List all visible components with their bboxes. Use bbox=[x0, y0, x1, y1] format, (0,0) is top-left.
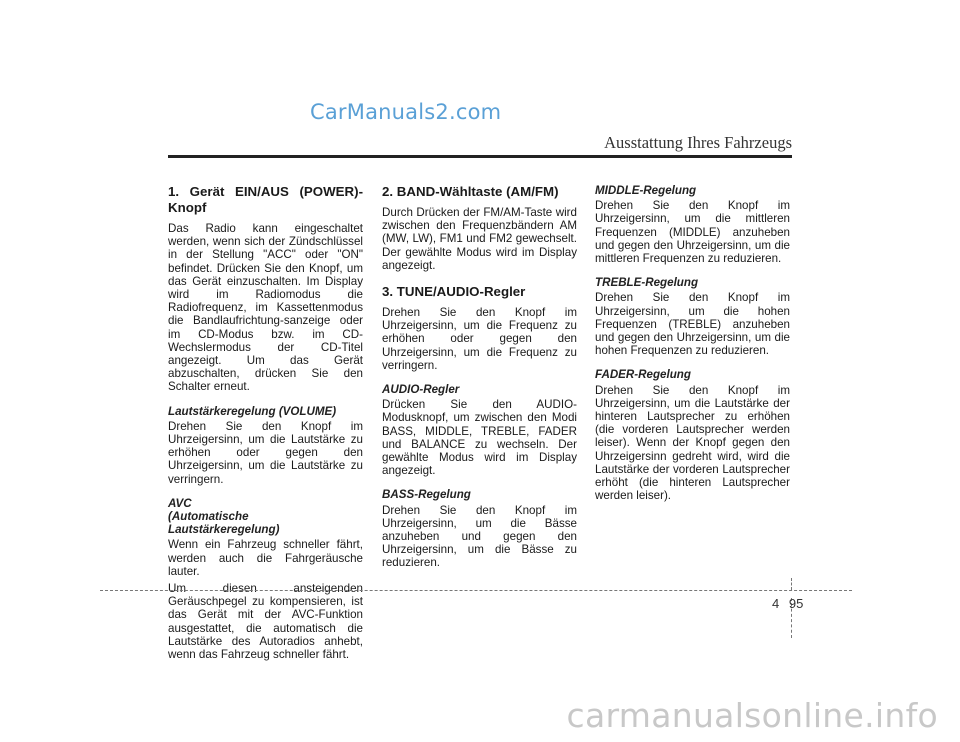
subheading-treble: TREBLE-Regelung bbox=[595, 276, 699, 290]
paragraph: Drehen Sie den Knopf im Uhrzeigersinn, um die mittleren Frequenzen (MIDDLE) anzuheben und gegen den Uhrzeigersinn, um die mittleren Frequenzen zu reduzieren. bbox=[595, 199, 790, 266]
paragraph: Drehen Sie den Knopf im Uhrzeigersinn, um die hohen Frequenzen (TREBLE) anzuheben und gegen den Uhrzeigersinn, um die hohen Frequenzen zu reduzieren. bbox=[595, 291, 790, 358]
column-3 bbox=[595, 184, 790, 502]
subheading-audio: AUDIO-Regler bbox=[382, 383, 460, 397]
site-logo: CarManuals2.com bbox=[310, 100, 502, 124]
paragraph: Um diesen ansteigenden Geräuschpegel zu kompensieren, ist das Gerät mit der AVC-Funktion ausgestattet, die automatisch die Lautstärke des Autoradios anhebt, wenn das Fahrzeug schneller fährt. bbox=[168, 582, 363, 662]
subheading-avc-full: (Automatische Lautstärkeregelung) bbox=[168, 510, 280, 537]
paragraph: Drehen Sie den Knopf im Uhrzeigersinn, um die Lautstärke zu erhöhen oder gegen den Uhrzeigersinn, um die Lautstärke zu verringern. bbox=[168, 419, 363, 486]
paragraph: Durch Drücken der FM/AM-Taste wird zwischen den Frequenzbändern AM (MW, LW), FM1 und FM2 gewechselt. Der gewählte Modus wird im Display angezeigt. bbox=[382, 206, 577, 272]
footer-vertical-divider-top bbox=[791, 578, 792, 590]
heading-band-button: 2. BAND-Wähltaste (AM/FM) bbox=[382, 184, 559, 199]
watermark: carmanualsonline.info bbox=[566, 696, 938, 735]
heading-power-knob: 1. Gerät EIN/AUS (POWER)-Knopf bbox=[168, 184, 363, 215]
header-rule bbox=[168, 155, 792, 158]
paragraph: Drehen Sie den Knopf im Uhrzeigersinn, um die Lautstärke der hinteren Lautsprecher zu erhöhen (die vorderen Lautsprecher werden leiser). Wenn der Knopf gegen den Uhrzeigersinn gedreht wird, wird die Lautstärke der vorderen Lautsprecher erhöht (die hinteren Lautsprecher werden leiser). bbox=[595, 383, 790, 503]
heading-tune-audio: 3. TUNE/AUDIO-Regler bbox=[382, 284, 526, 300]
page-number-value: 95 bbox=[788, 596, 804, 611]
subheading-avc: AVC bbox=[168, 496, 192, 510]
chapter-number: 4 bbox=[772, 596, 780, 611]
subheading-volume: Lautstärkeregelung (VOLUME) bbox=[168, 404, 337, 418]
footer-divider bbox=[100, 590, 852, 591]
paragraph: Das Radio kann eingeschaltet werden, wenn sich der Zündschlüssel in der Stellung "ACC" oder "ON" befindet. Drücken Sie den Knopf, um das Gerät einzuschalten. Im Display wird im Radiomodus die Radiofrequenz, im Kassettenmodus die Bandlaufrichtung-sanzeige oder im CD-Modus bzw. im CD-Wechslermodus der CD-Titel angezeigt. Um das Gerät abzuschalten, drücken Sie den Schalter erneut. bbox=[168, 222, 363, 394]
paragraph: Drehen Sie den Knopf im Uhrzeigersinn, um die Bässe anzuheben und gegen den Uhrzeigersinn, um die Bässe zu reduzieren. bbox=[382, 503, 577, 570]
column-2 bbox=[382, 184, 577, 570]
paragraph: Drücken Sie den AUDIO-Modusknopf, um zwischen den Modi BASS, MIDDLE, TREBLE, FADER und BALANCE zu wechseln. Der gewählte Modus wird im Display angezeigt. bbox=[382, 398, 577, 478]
subheading-bass: BASS-Regelung bbox=[382, 488, 471, 502]
subheading-fader: FADER-Regelung bbox=[595, 368, 691, 382]
paragraph: Drehen Sie den Knopf im Uhrzeigersinn, um die Frequenz zu erhöhen oder gegen den Uhrzeigersinn, um die Frequenz zu verringern. bbox=[382, 306, 577, 372]
page-number bbox=[772, 596, 803, 611]
paragraph: Wenn ein Fahrzeug schneller fährt, werden auch die Fahrgeräusche lauter. bbox=[168, 538, 363, 578]
section-title: Ausstattung Ihres Fahrzeugs bbox=[604, 133, 792, 152]
subheading-middle: MIDDLE-Regelung bbox=[595, 184, 697, 197]
